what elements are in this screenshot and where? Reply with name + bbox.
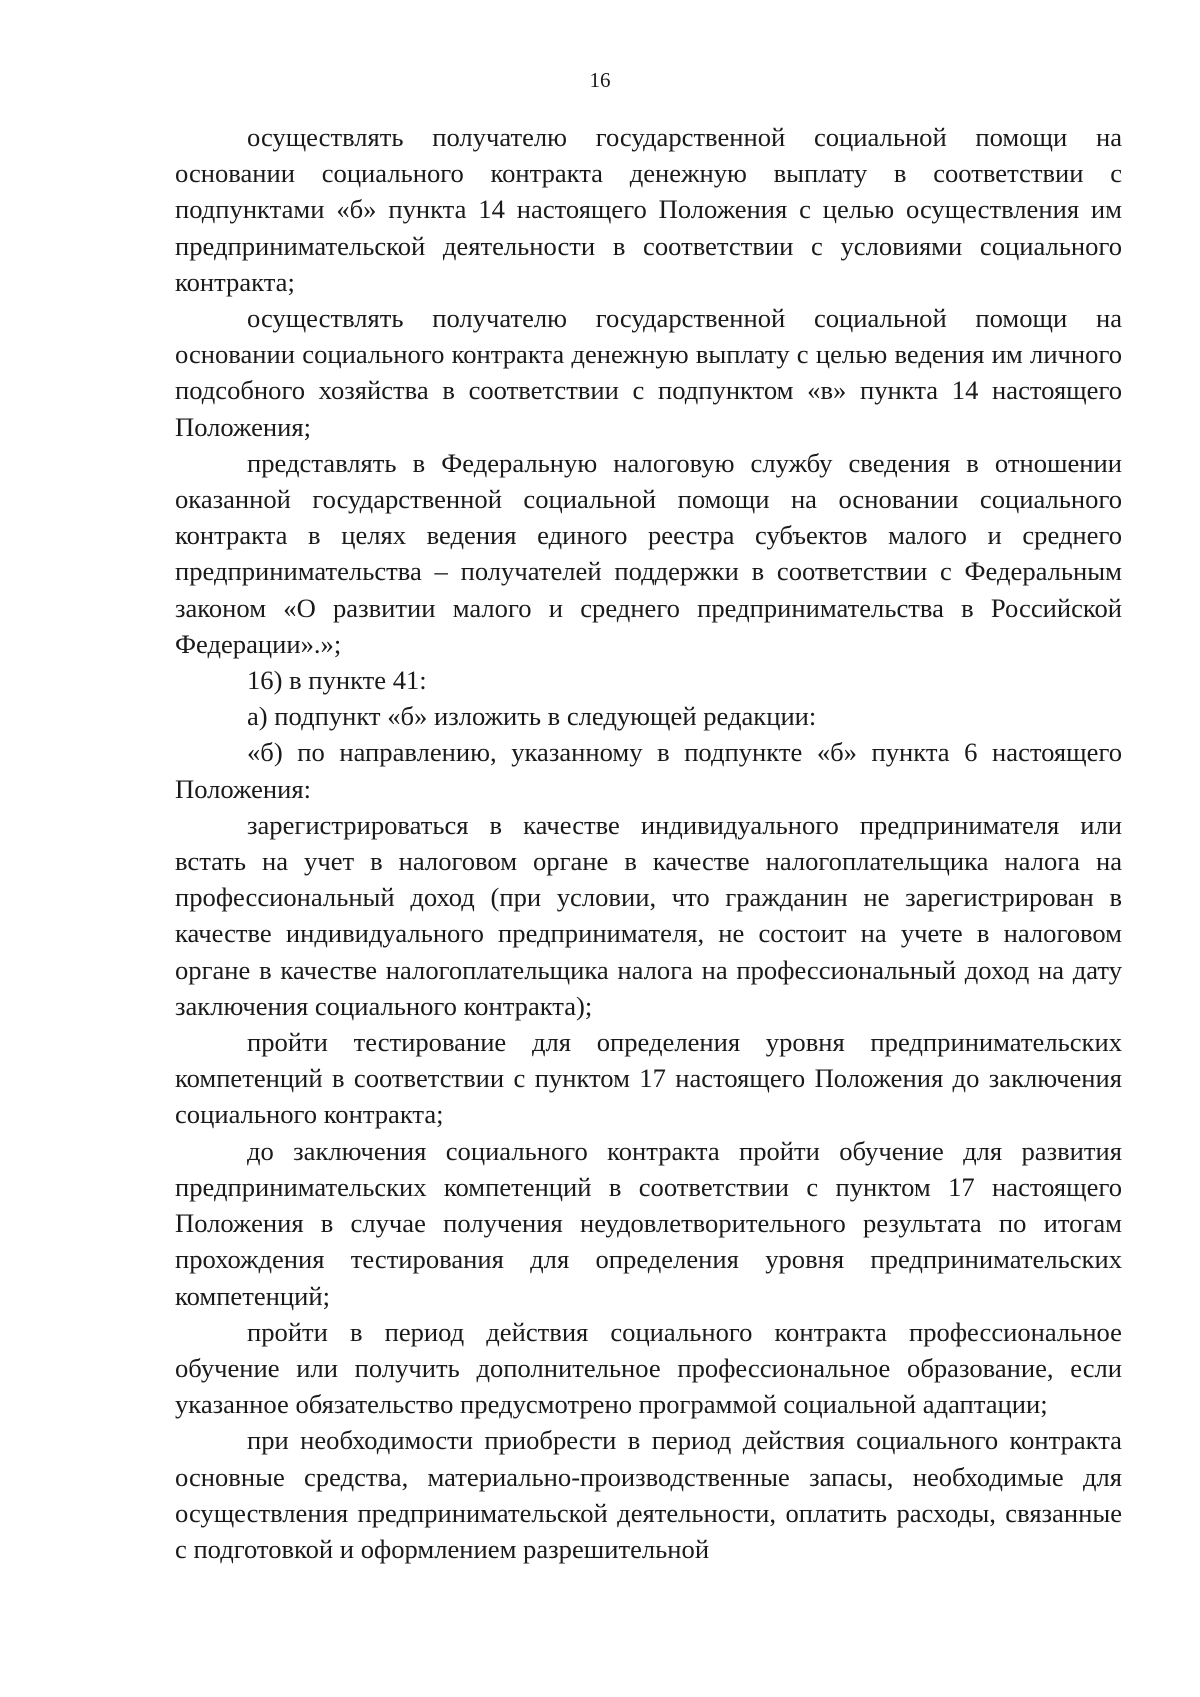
paragraph-register-entrepreneur: зарегистрироваться в качестве индивидуального предпринимателя или встать на учет в налоговом органе в качестве налогоплательщика налога на профессиональный доход (при условии, что гражданин не зарегистрирован в качестве индивидуального предпринимателя, не состоит на учете в налоговом органе в качестве налогоплательщика налога на профессиональный доход на дату заключения социального контракта); [175, 809, 1122, 1021]
paragraph-tax-service-report: представлять в Федеральную налоговую службу сведения в отношении оказанной государственной социальной помощи на основании социального контракта в целях ведения единого реестра субъектов малого и среднего предпринимательства – получателей поддержки в соответствии с Федеральным законом «О развитии малого и среднего предпринимательства в Российской Федерации».»; [175, 447, 1122, 659]
paragraph-subitem-a: а) подпункт «б» изложить в следующей редакции: [247, 701, 817, 732]
paragraph-subitem-b-heading: «б) по направлению, указанному в подпункте «б» пункта 6 настоящего Положения: [175, 737, 1122, 804]
page-number: 16 [589, 68, 611, 92]
paragraph-money-payment-household: осуществлять получателю государственной социальной помощи на основании социального контракта денежную выплату с целью ведения им личного подсобного хозяйства в соответствии с подпунктом «в» пункта 14 настоящего Положения; [175, 303, 1122, 442]
paragraph-item-16: 16) в пункте 41: [247, 665, 427, 696]
paragraph-professional-education: пройти в период действия социального контракта профессиональное обучение или получить дополнительное профессиональное образование, если указанное обязательство предусмотрено программой социальной адаптации; [175, 1316, 1122, 1420]
document-body [175, 119, 1122, 1567]
paragraph-competence-testing: пройти тестирование для определения уровня предпринимательских компетенций в соответствии с пунктом 17 настоящего Положения до заключения социального контракта; [175, 1027, 1122, 1130]
paragraph-acquire-assets: при необходимости приобрести в период действия социального контракта основные средства, материально-производственные запасы, необходимые для осуществления предпринимательской деятельности, оплатить расходы, связанные с подготовкой и оформлением разрешительной [175, 1425, 1122, 1564]
paragraph-money-payment-business: осуществлять получателю государственной социальной помощи на основании социального контракта денежную выплату в соответствии с подпунктами «б» пункта 14 настоящего Положения с целью осуществления им предпринимательской деятельности в соответствии с условиями социального контракта; [175, 122, 1122, 297]
paragraph-competence-training: до заключения социального контракта пройти обучение для развития предпринимательских компетенций в соответствии с пунктом 17 настоящего Положения в случае получения неудовлетворительного результата по итогам прохождения тестирования для определения уровня предпринимательских компетенций; [175, 1135, 1122, 1311]
